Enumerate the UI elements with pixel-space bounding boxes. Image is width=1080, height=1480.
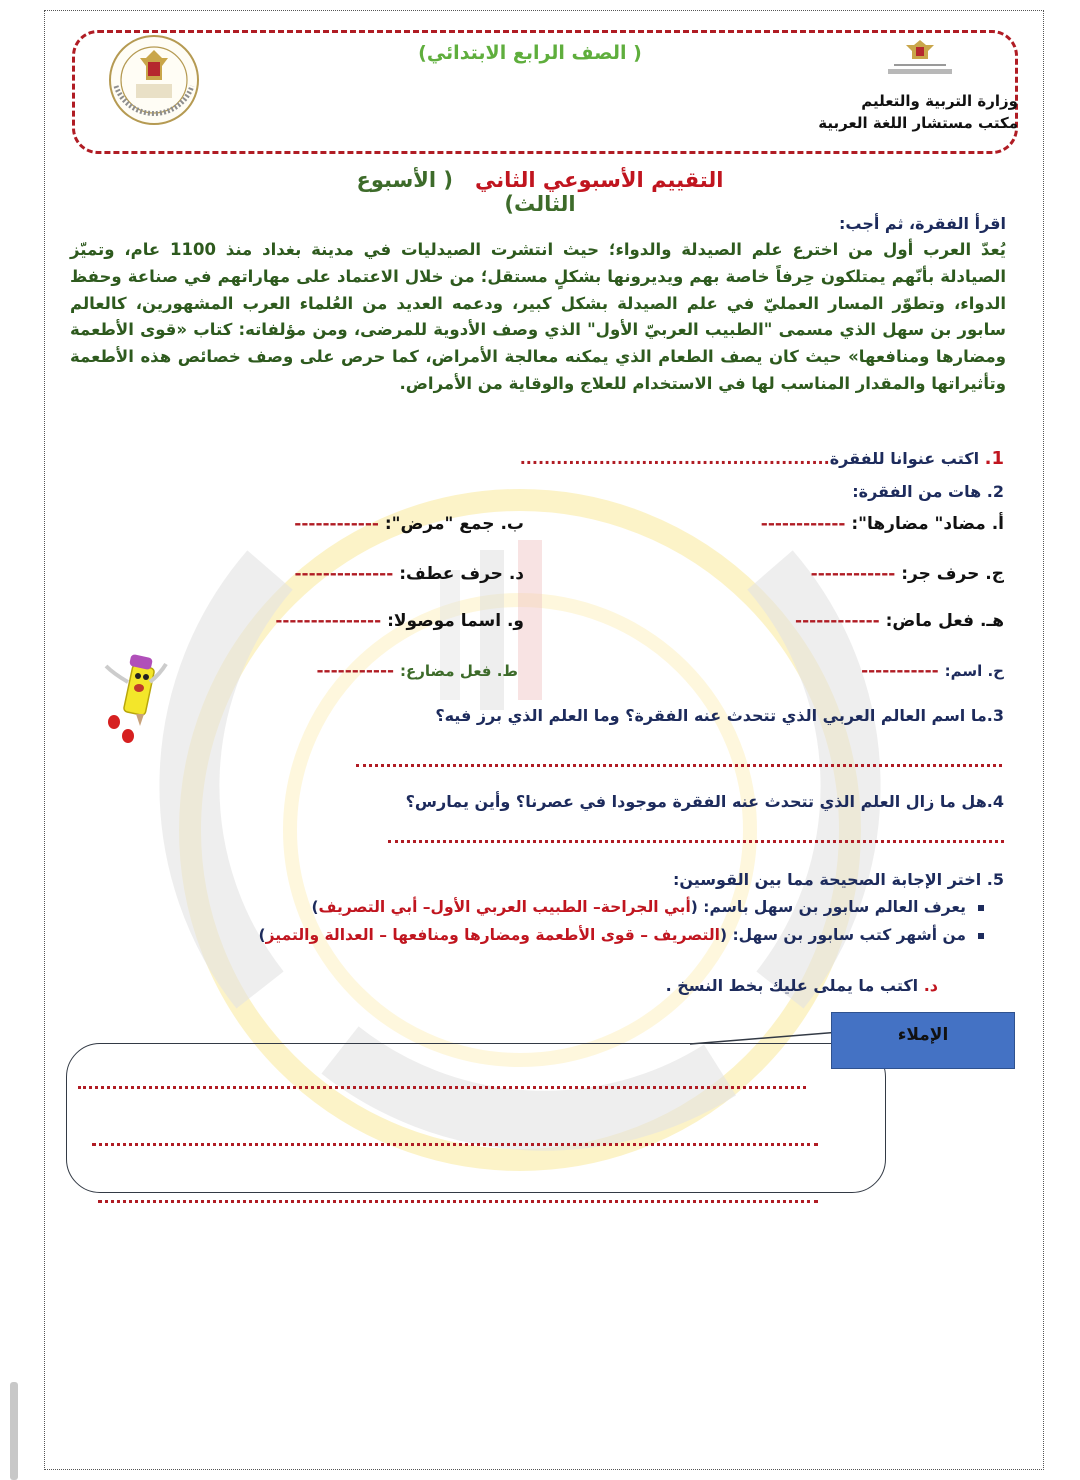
- question-d-text: اكتب ما يملى عليك بخط النسخ .: [665, 976, 924, 995]
- dictation-line-3[interactable]: [98, 1200, 818, 1203]
- question-2-number: 2.: [986, 482, 1004, 501]
- item-b-blank[interactable]: ------------: [294, 514, 379, 534]
- egypt-eagle-logo-icon: [884, 38, 956, 78]
- item-h-blank[interactable]: -----------: [861, 661, 939, 681]
- item-f-label: و. اسما موصولا:: [387, 611, 524, 631]
- item-e-label: هـ. فعل ماض:: [885, 611, 1004, 631]
- choice-2-close: ): [258, 926, 266, 944]
- item-a-label: أ. مضاد" مضارها":: [851, 514, 1004, 534]
- passage-text: يُعدّ العرب أول من اخترع علم الصيدلة والدواء؛ حيث انتشرت الصيدليات في مدينة بغداد منذ 1100 عام، وتميّز الصيادلة بأنّهم يمتلكون حِرفاً خاصة بهم ويديرونها بشكلٍ مستقل؛ من خلال الاعتماد على مهاراتهم في صناعة وحفظ الدواء، وتطوّر المسار العمليّ في علم الصيدلة بشكل كبير، ودعمه العديد من العُلماء العرب المشهورين، كالعالم سابور بن سهل الذي مسمى "الطبيب العربيّ الأول" الذي وصف الأدوية للمرضى، ومن مؤلفاته: كتاب «قوى الأطعمة ومضارها ومنافعها» حيث كان يصف الطعام الذي يمكنه معالجة الأمراض، كما حرص على وصف خصائص هذه الأطعمة وتأثيراتها والمقدار المناسب لها في الاستخدام للعلاج والوقاية من الأمراض.: [70, 240, 1006, 393]
- question-5: 5. اختر الإجابة الصحيحة مما بين القوسين:: [672, 870, 1004, 889]
- title-week: ( الأسبوع الثالث): [356, 168, 576, 216]
- item-a: [761, 514, 1004, 534]
- choice-1-close: ): [311, 898, 319, 916]
- bullet-square-icon: [978, 905, 984, 911]
- pencil-mascot-icon: [92, 652, 184, 744]
- item-f-blank[interactable]: ---------------: [275, 611, 382, 631]
- choice-1-stem: يعرف العالم سابور بن سهل باسم: (: [690, 898, 966, 916]
- scrollbar[interactable]: [10, 1382, 18, 1480]
- item-d: [294, 564, 524, 584]
- passage-instruction: اقرأ الفقرة، ثم أجب:: [838, 214, 1006, 233]
- title-assessment: التقييم الأسبوعي الثاني: [474, 168, 724, 192]
- question-1-number: 1.: [984, 448, 1004, 469]
- grade-title: ( الصف الرابع الابتدائي): [418, 42, 642, 64]
- page-title: [330, 168, 750, 216]
- dictation-line-1[interactable]: [78, 1086, 806, 1089]
- item-t-blank[interactable]: -----------: [316, 661, 395, 681]
- item-a-blank[interactable]: ------------: [760, 514, 846, 534]
- item-c-label: ج. حرف جر:: [901, 564, 1004, 584]
- question-3: 3.ما اسم العالم العربي الذي تتحدث عنه الفقرة؟ وما العلم الذي برز فيه؟: [435, 706, 1004, 725]
- question-4: 4.هل ما زال العلم الذي تتحدث عنه الفقرة موجودا في عصرنا؟ وأين يمارس؟: [405, 792, 1004, 811]
- item-d-label: د. حرف عطف:: [399, 564, 524, 584]
- item-b-label: ب. جمع "مرض":: [384, 514, 524, 534]
- item-c-blank[interactable]: ------------: [810, 564, 896, 584]
- question-1-answer-line[interactable]: ...................................................: [519, 449, 830, 468]
- dictation-line-2[interactable]: [92, 1143, 818, 1146]
- question-2-text: هات من الفقرة:: [852, 482, 982, 501]
- item-d-blank[interactable]: --------------: [294, 564, 394, 584]
- choice-1-options[interactable]: أبي الجراحة– الطبيب العربي الأول– أبي التصريف: [318, 898, 691, 916]
- item-h-label: ح. اسم:: [944, 662, 1004, 680]
- item-f: [275, 611, 524, 631]
- question-d-letter: د.: [923, 976, 938, 995]
- choice-2: [259, 926, 984, 944]
- item-t: [316, 661, 518, 681]
- choice-2-options[interactable]: التصريف – قوى الأطعمة ومضارها ومنافعها – العدالة والتميز: [265, 926, 720, 944]
- item-e-blank[interactable]: ------------: [795, 611, 880, 631]
- question-1: [520, 448, 1004, 469]
- question-d: [666, 976, 938, 995]
- ministry-name: وزارة التربية والتعليم: [861, 92, 1018, 110]
- item-b: [294, 514, 524, 534]
- choice-1: [311, 898, 984, 916]
- dictation-label: الإملاء: [831, 1012, 1015, 1069]
- office-name: مكتب مستشار اللغة العربية: [818, 114, 1018, 132]
- passage-section: [70, 214, 1006, 398]
- item-t-label: ط. فعل مضارع:: [400, 662, 518, 680]
- question-3-answer-line[interactable]: [356, 764, 1002, 767]
- item-e: [795, 611, 1004, 631]
- item-h: [861, 661, 1004, 681]
- ministry-seal-logo-icon: [106, 32, 202, 128]
- bullet-square-icon: [978, 933, 984, 939]
- question-2: [852, 482, 1004, 501]
- ministry-block: [818, 90, 1018, 134]
- choice-2-stem: من أشهر كتب سابور بن سهل: (: [720, 926, 966, 944]
- question-1-text: اكتب عنوانا للفقرة: [829, 449, 980, 468]
- item-c: [811, 564, 1004, 584]
- dictation-answer-box[interactable]: [66, 1043, 886, 1193]
- question-4-answer-line[interactable]: [388, 840, 1004, 843]
